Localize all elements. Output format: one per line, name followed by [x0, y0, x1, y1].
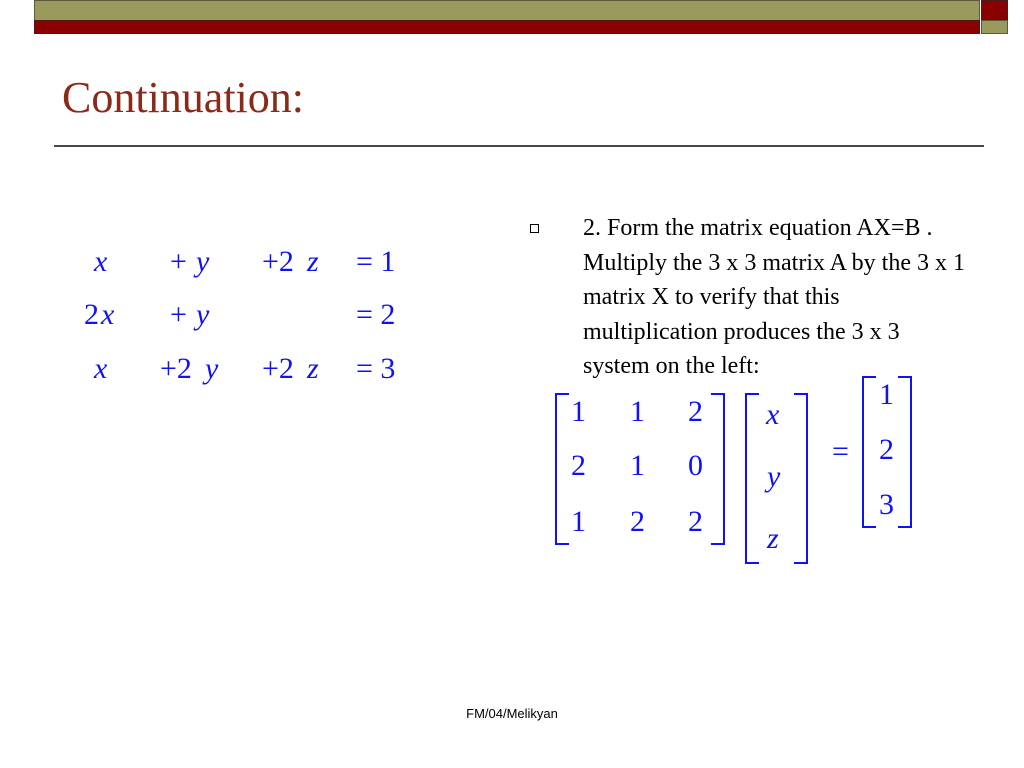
matrix-a-cell: 2	[688, 395, 703, 428]
eq3-x: x	[94, 352, 108, 385]
eq2-y: y	[196, 298, 210, 331]
eq1-plus: +	[170, 245, 187, 278]
matrix-b-right-bracket	[898, 376, 912, 528]
matrix-a-cell: 2	[571, 449, 586, 482]
eq2-plus: +	[170, 298, 187, 331]
matrix-a-cell: 1	[571, 395, 586, 428]
matrix-a-cell: 2	[630, 505, 645, 538]
bullet-text: 2. Form the matrix equation AX=B . Multiply the 3 x 3 matrix A by the 3 x 1 matrix X to verify that this multiplication produces the 3 x 3 system on the left:	[583, 215, 965, 379]
eq3-z: z	[307, 352, 319, 385]
eq3-y: y	[205, 352, 219, 385]
matrix-x-cell: z	[767, 522, 779, 555]
eq1-x: x	[94, 245, 108, 278]
matrix-a-cell: 1	[630, 449, 645, 482]
matrix-a-cell: 2	[688, 505, 703, 538]
eq3-rhs: = 3	[356, 352, 396, 385]
matrix-b-left-bracket	[862, 376, 876, 528]
matrix-b-cell: 1	[879, 378, 894, 411]
equals-sign: =	[832, 435, 849, 468]
matrix-x-cell: x	[766, 398, 780, 431]
eq3-coef-y: +2	[160, 352, 192, 385]
eq1-y: y	[196, 245, 210, 278]
matrix-b-cell: 3	[879, 488, 894, 521]
header-corner-olive	[981, 20, 1008, 34]
eq1-z: z	[307, 245, 319, 278]
header-bar-olive	[34, 0, 980, 20]
matrix-a-cell: 0	[688, 449, 703, 482]
bullet-square-icon	[530, 224, 539, 233]
eq1-rhs: = 1	[356, 245, 396, 278]
header-bar-red	[34, 20, 980, 34]
matrix-b-cell: 2	[879, 433, 894, 466]
header-corner-red	[981, 0, 1008, 20]
matrix-x-right-bracket	[794, 393, 808, 564]
matrix-a-cell: 1	[630, 395, 645, 428]
matrix-x-left-bracket	[745, 393, 759, 564]
slide-footer: FM/04/Melikyan	[466, 706, 558, 721]
matrix-a-left-bracket	[555, 393, 569, 545]
eq2-coef-x: 2	[84, 298, 99, 331]
eq2-rhs: = 2	[356, 298, 396, 331]
slide-title: Continuation:	[62, 73, 304, 122]
matrix-a-cell: 1	[571, 505, 586, 538]
eq3-coef-z: +2	[262, 352, 294, 385]
matrix-x-cell: y	[767, 460, 781, 493]
matrix-a-right-bracket	[711, 393, 725, 545]
eq1-coef-z: +2	[262, 245, 294, 278]
eq2-x: x	[101, 298, 115, 331]
title-divider	[54, 145, 984, 147]
